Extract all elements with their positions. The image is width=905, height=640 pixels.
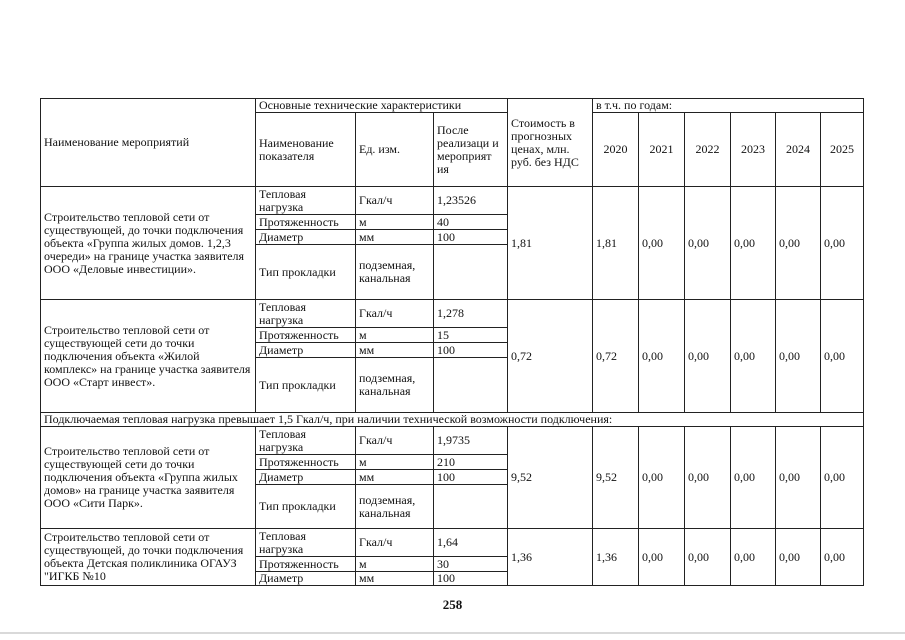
year-value: 0,00	[639, 300, 685, 413]
param-value: 1,64	[434, 529, 508, 557]
param-indicator: Диаметр	[256, 343, 356, 358]
param-unit: Гкал/ч	[356, 427, 434, 455]
year-value: 0,00	[731, 529, 776, 586]
event-name: Строительство тепловой сети от существующей, до точки подключения объекта «Группа жилых домов. 1,2,3 очереди» на границе участка заявителя ООО «Деловые инвестиции».	[41, 187, 256, 300]
header-tech-chars: Основные технические характеристики	[256, 99, 508, 113]
param-indicator: Тип прокладки	[256, 245, 356, 300]
cost-cell: 1,36	[508, 529, 593, 586]
param-unit: мм	[356, 572, 434, 586]
param-unit: подземная, канальная	[356, 485, 434, 529]
year-value: 0,72	[593, 300, 639, 413]
param-unit: м	[356, 455, 434, 470]
param-value: 30	[434, 557, 508, 572]
year-value: 0,00	[731, 187, 776, 300]
cost-cell: 0,72	[508, 300, 593, 413]
header-unit: Ед. изм.	[356, 113, 434, 187]
param-unit: м	[356, 215, 434, 230]
param-indicator: Диаметр	[256, 470, 356, 485]
year-value: 0,00	[639, 427, 685, 529]
param-unit: мм	[356, 470, 434, 485]
page-number: 258	[442, 597, 463, 612]
header-year: 2024	[776, 113, 821, 187]
year-value: 0,00	[685, 427, 731, 529]
header-by-years: в т.ч. по годам:	[593, 99, 864, 113]
param-unit: Гкал/ч	[356, 529, 434, 557]
cost-cell: 9,52	[508, 427, 593, 529]
year-value: 0,00	[639, 529, 685, 586]
param-value: 100	[434, 470, 508, 485]
header-year: 2022	[685, 113, 731, 187]
year-value: 1,81	[593, 187, 639, 300]
event-name: Строительство тепловой сети от существующей сети до точки подключения объекта «Группа жилых домов» на границе участка заявителя ООО «Сити Парк».	[41, 427, 256, 529]
year-value: 0,00	[685, 300, 731, 413]
param-value	[434, 245, 508, 300]
param-value: 15	[434, 328, 508, 343]
param-indicator: Протяженность	[256, 557, 356, 572]
param-indicator: Тепловая нагрузка	[256, 300, 356, 328]
year-value: 0,00	[639, 187, 685, 300]
param-unit: мм	[356, 230, 434, 245]
year-value: 0,00	[731, 300, 776, 413]
header-year: 2021	[639, 113, 685, 187]
param-unit: м	[356, 328, 434, 343]
year-value: 0,00	[821, 187, 864, 300]
year-value: 0,00	[776, 427, 821, 529]
section-note: Подключаемая тепловая нагрузка превышает 1,5 Гкал/ч, при наличии технической возможности подключения:	[41, 413, 864, 427]
param-indicator: Тепловая нагрузка	[256, 427, 356, 455]
header-year: 2023	[731, 113, 776, 187]
investment-table	[40, 98, 864, 586]
year-value: 9,52	[593, 427, 639, 529]
scan-edge-line	[0, 632, 905, 634]
param-indicator: Диаметр	[256, 230, 356, 245]
year-value: 0,00	[685, 187, 731, 300]
event-name: Строительство тепловой сети от существующей, до точки подключения объекта Детская поликлиника ОГАУЗ "ИГКБ №10	[41, 529, 256, 586]
year-value: 0,00	[821, 427, 864, 529]
param-value: 1,278	[434, 300, 508, 328]
year-value: 0,00	[731, 427, 776, 529]
param-value	[434, 485, 508, 529]
param-value	[434, 358, 508, 413]
param-unit: подземная, канальная	[356, 358, 434, 413]
param-value: 100	[434, 343, 508, 358]
year-value: 0,00	[685, 529, 731, 586]
param-indicator: Протяженность	[256, 455, 356, 470]
param-value: 100	[434, 572, 508, 586]
param-indicator: Протяженность	[256, 328, 356, 343]
param-indicator: Тепловая нагрузка	[256, 529, 356, 557]
cost-cell: 1,81	[508, 187, 593, 300]
year-value: 0,00	[821, 529, 864, 586]
header-indicator: Наименование показателя	[256, 113, 356, 187]
param-unit: подземная, канальная	[356, 245, 434, 300]
param-value: 100	[434, 230, 508, 245]
param-indicator: Протяженность	[256, 215, 356, 230]
year-value: 0,00	[776, 300, 821, 413]
param-value: 210	[434, 455, 508, 470]
header-year: 2025	[821, 113, 864, 187]
header-event-name: Наименование мероприятий	[41, 99, 256, 187]
header-year: 2020	[593, 113, 639, 187]
param-indicator: Тип прокладки	[256, 485, 356, 529]
param-unit: Гкал/ч	[356, 300, 434, 328]
year-value: 1,36	[593, 529, 639, 586]
param-unit: Гкал/ч	[356, 187, 434, 215]
param-value: 40	[434, 215, 508, 230]
event-name: Строительство тепловой сети от существующей сети до точки подключения объекта «Жилой комплекс» на границе участка заявителя ООО «Старт инвест».	[41, 300, 256, 413]
param-value: 1,9735	[434, 427, 508, 455]
header-cost: Стоимость в прогнозных ценах, млн. руб. без НДС	[508, 99, 593, 187]
header-after: После реализаци и мероприят ия	[434, 113, 508, 187]
param-value: 1,23526	[434, 187, 508, 215]
year-value: 0,00	[776, 529, 821, 586]
param-indicator: Диаметр	[256, 572, 356, 586]
param-indicator: Тепловая нагрузка	[256, 187, 356, 215]
param-unit: мм	[356, 343, 434, 358]
year-value: 0,00	[776, 187, 821, 300]
param-unit: м	[356, 557, 434, 572]
year-value: 0,00	[821, 300, 864, 413]
param-indicator: Тип прокладки	[256, 358, 356, 413]
